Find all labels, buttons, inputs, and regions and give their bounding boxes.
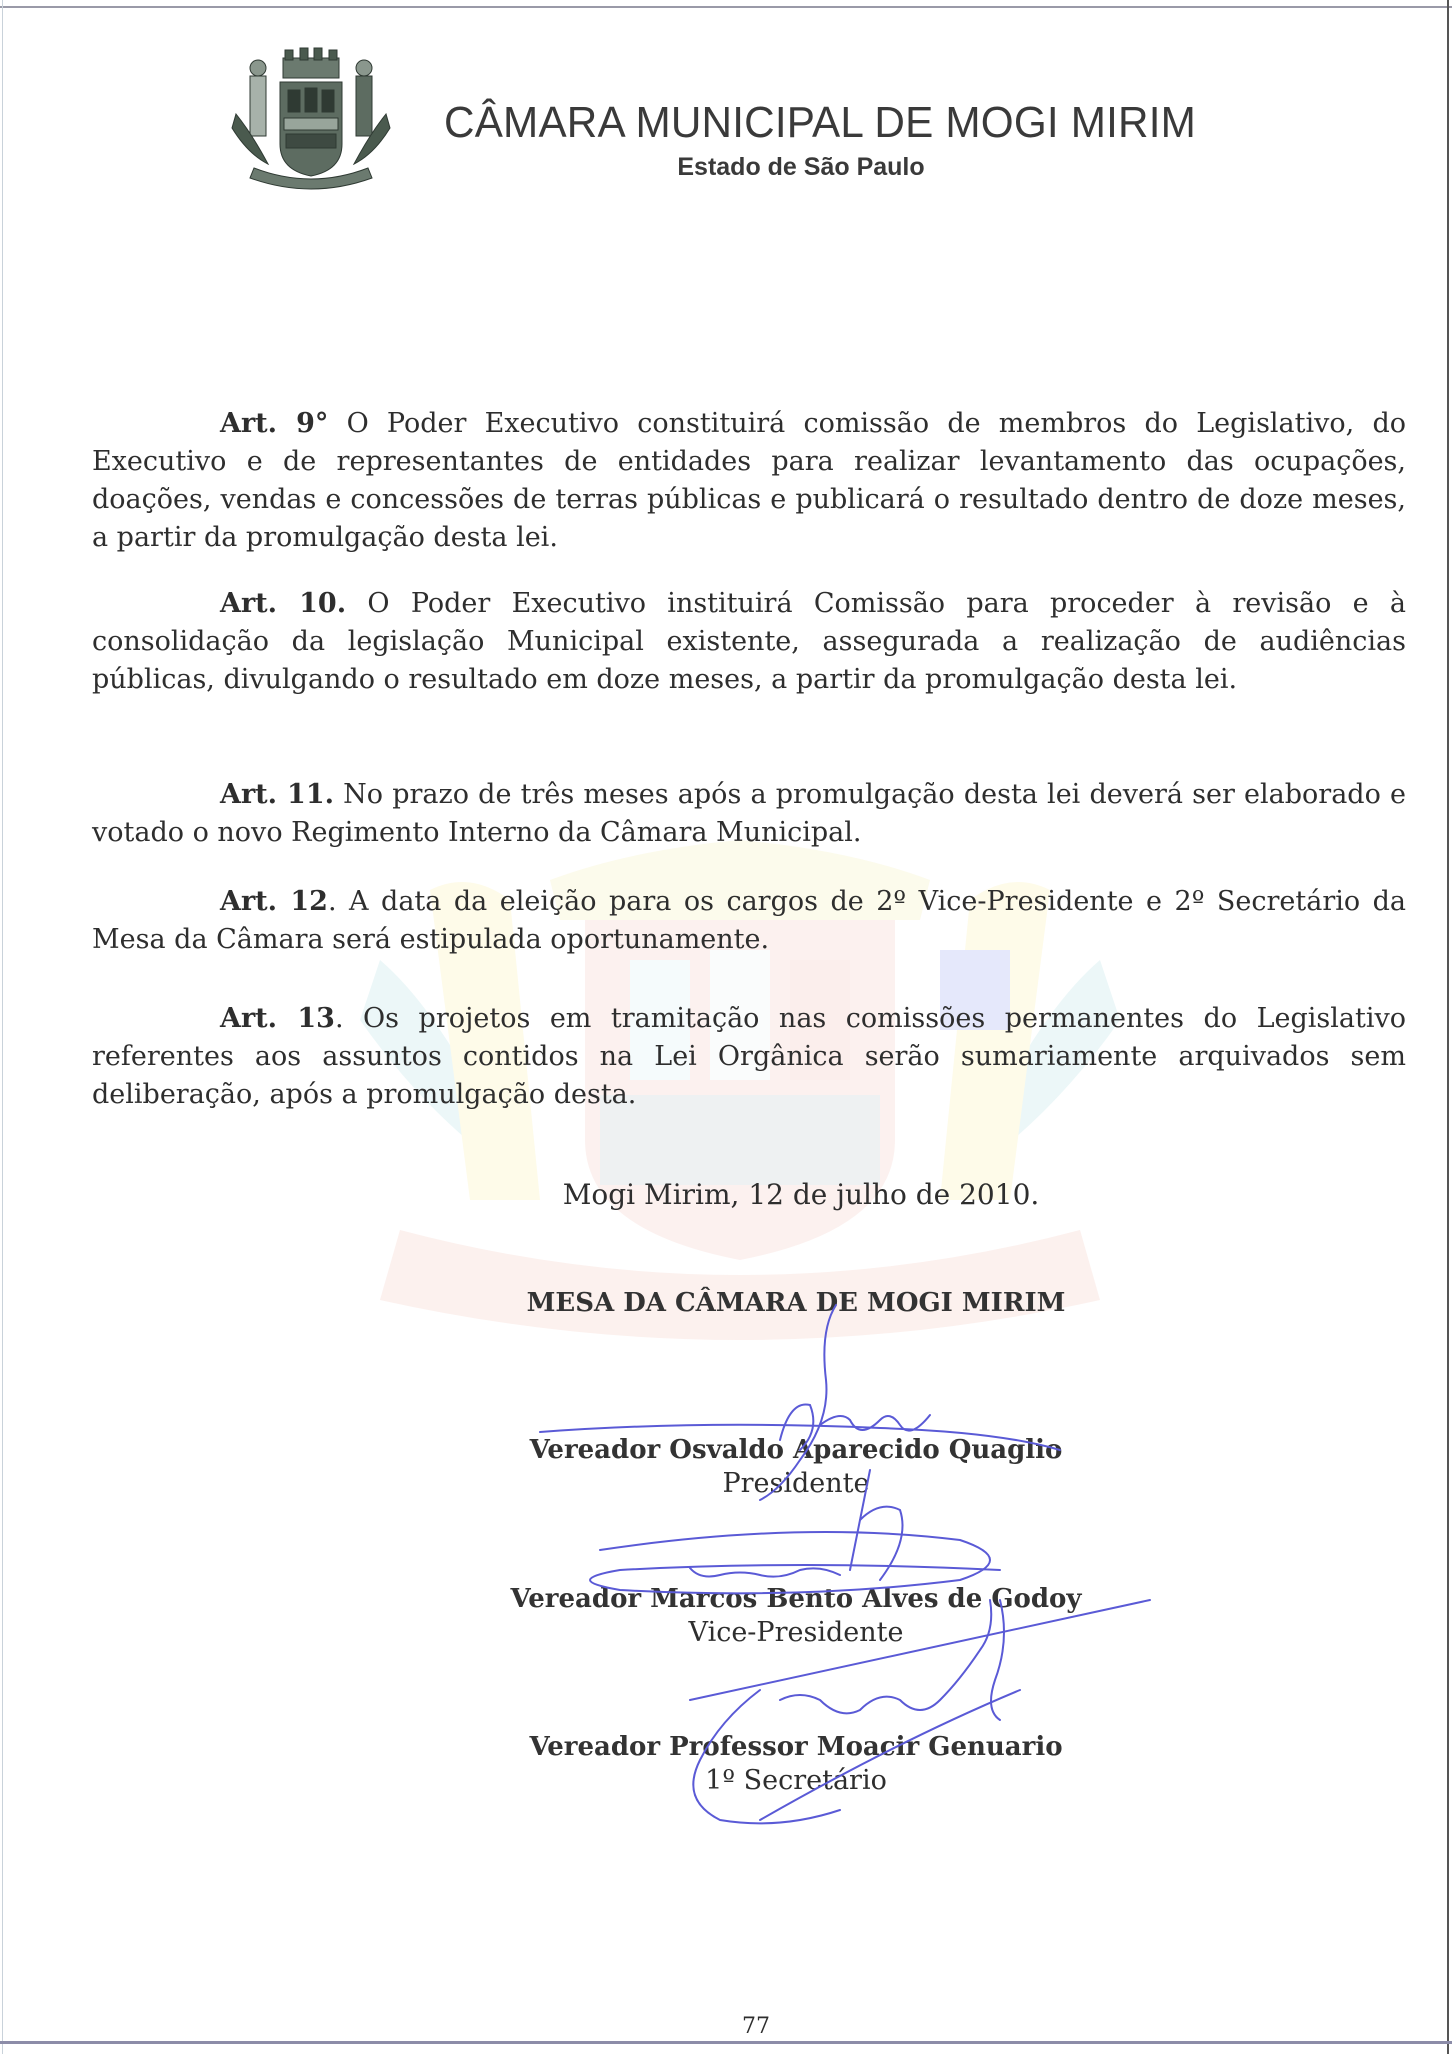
article-label: Art. 11. [220,779,335,810]
signer-role: Vice-Presidente [688,1617,904,1648]
mesa-title: MESA DA CÂMARA DE MOGI MIRIM [526,1288,1066,1318]
article-label: Art. 12 [220,886,328,917]
article-text: . A data da eleição para os cargos de 2º Vice-Presidente e 2º Secretário da Mesa da Câmara será estipulada oportunamente. [92,886,1406,955]
article-text: O Poder Executivo instituirá Comissão para proceder à revisão e à consolidação da legislação Municipal existente, assegurada a realização de audiências públicas, divulgando o resultado em doze meses, a partir da promulgação desta lei. [92,588,1406,695]
article-9 [92,405,1406,557]
article-text: No prazo de três meses após a promulgação desta lei deverá ser elaborado e votado o novo Regimento Interno da Câmara Municipal. [92,779,1406,848]
article-11 [92,776,1406,852]
article-10 [92,585,1406,699]
article-13 [92,1000,1406,1114]
page-number: 77 [742,2014,770,2039]
article-12 [92,883,1406,959]
signer-president [0,1433,1452,1501]
institution-subtitle: Estado de São Paulo [677,153,925,181]
signer-name: Vereador Professor Moacir Genuario [529,1732,1063,1762]
page-border-top [0,6,1452,8]
signer-role: Presidente [722,1468,870,1499]
article-text: O Poder Executivo constituirá comissão de membros do Legislativo, do Executivo e de representantes de entidades para realizar levantamento das ocupações, doações, vendas e concessões de terras públicas e publicará o resultado dentro de doze meses, a partir da promulgação desta lei. [92,408,1406,553]
institution-title: CÂMARA MUNICIPAL DE MOGI MIRIM [444,98,1197,147]
page-border-bottom [0,2041,1452,2044]
signer-name: Vereador Marcos Bento Alves de Godoy [510,1584,1082,1614]
article-label: Art. 10. [220,588,347,619]
signer-first-secretary [0,1730,1452,1798]
signer-name: Vereador Osvaldo Aparecido Quaglio [529,1435,1063,1465]
article-text: . Os projetos em tramitação nas comissões permanentes do Legislativo referentes aos assuntos contidos na Lei Orgânica serão sumariamente arquivados sem deliberação, após a promulgação desta. [92,1003,1406,1110]
signer-role: 1º Secretário [705,1765,887,1796]
article-label: Art. 9° [220,408,329,439]
place-and-date: Mogi Mirim, 12 de julho de 2010. [562,1178,1040,1211]
signer-vice-president [0,1582,1452,1650]
article-label: Art. 13 [220,1003,335,1034]
